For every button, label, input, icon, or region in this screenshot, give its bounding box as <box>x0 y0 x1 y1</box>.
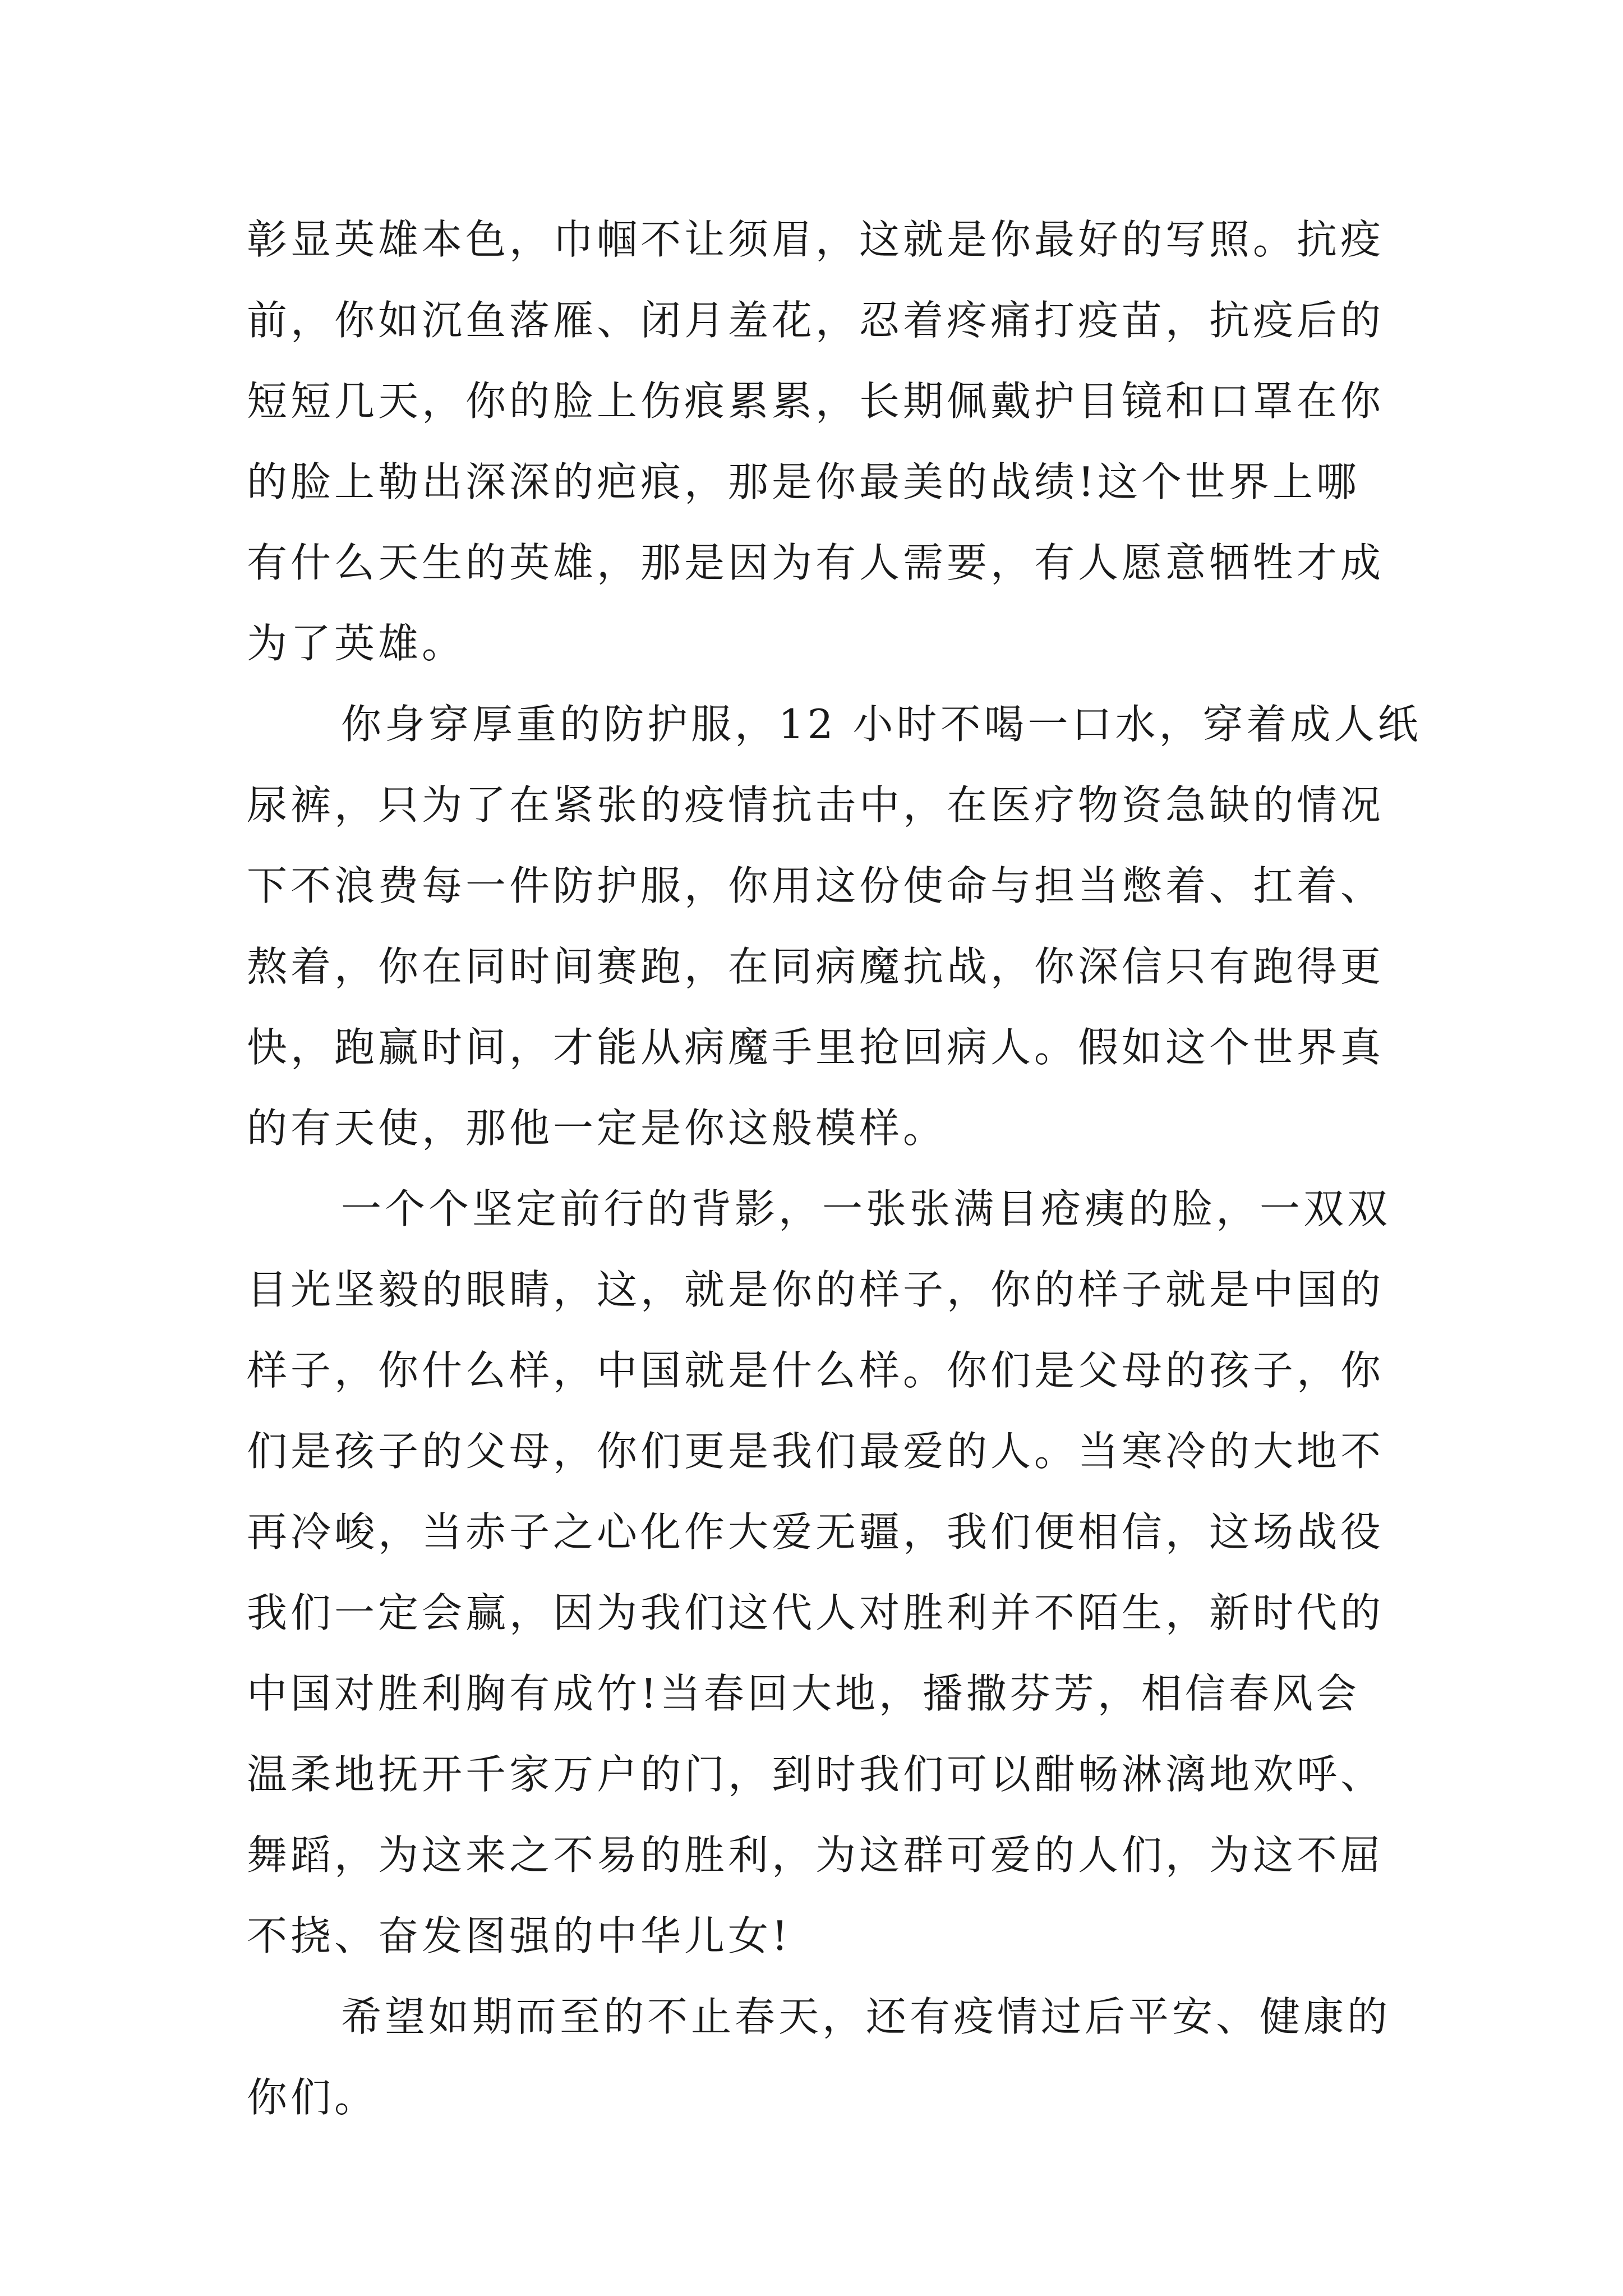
text-line: 熬着，你在同时间赛跑，在同病魔抗战，你深信只有跑得更 <box>247 943 1385 990</box>
text-line: 短短几天，你的脸上伤痕累累，长期佩戴护目镜和口罩在你 <box>247 378 1385 425</box>
text-line: 前，你如沉鱼落雁、闭月羞花，忍着疼痛打疫苗，抗疫后的 <box>247 297 1385 344</box>
text-line: 们是孩子的父母，你们更是我们最爱的人。当寒冷的大地不 <box>247 1428 1385 1475</box>
text-line: 有什么天生的英雄，那是因为有人需要，有人愿意牺牲才成 <box>247 539 1385 586</box>
text-line: 不挠、奋发图强的中华儿女! <box>247 1912 791 1959</box>
text-line: 下不浪费每一件防护服，你用这份使命与担当憋着、扛着、 <box>247 862 1385 909</box>
paragraph-4 <box>247 1976 1391 2138</box>
text-line: 尿裤，只为了在紧张的疫情抗击中，在医疗物资急缺的情况 <box>247 781 1385 829</box>
text-line: 你们。 <box>247 2074 379 2121</box>
paragraph-2 <box>247 684 1422 1168</box>
text-line: 的有天使，那他一定是你这般模样。 <box>247 1105 947 1152</box>
text-line: 为了英雄。 <box>247 620 466 667</box>
text-line: 的脸上勒出深深的疤痕，那是你最美的战绩!这个世界上哪 <box>247 458 1360 505</box>
text-line: 再冷峻，当赤子之心化作大爱无疆，我们便相信，这场战役 <box>247 1508 1385 1556</box>
text-line: 舞蹈，为这来之不易的胜利，为这群可爱的人们，为这不屈 <box>247 1832 1385 1879</box>
paragraph-1 <box>247 199 1391 684</box>
text-line: 中国对胜利胸有成竹!当春回大地，播撒芬芳，相信春风会 <box>247 1670 1360 1717</box>
paragraph-3 <box>247 1168 1391 1976</box>
text-line: 你身穿厚重的防护服，12 小时不喝一口水，穿着成人纸 <box>341 701 1422 748</box>
text-line: 温柔地抚开千家万户的门，到时我们可以酣畅淋漓地欢呼、 <box>247 1751 1385 1798</box>
text-line: 我们一定会赢，因为我们这代人对胜利并不陌生，新时代的 <box>247 1589 1385 1636</box>
text-line: 目光坚毅的眼睛，这，就是你的样子，你的样子就是中国的 <box>247 1266 1385 1313</box>
text-line: 希望如期而至的不止春天，还有疫情过后平安、健康的 <box>341 1993 1391 2040</box>
text-line: 一个个坚定前行的背影，一张张满目疮痍的脸，一双双 <box>341 1185 1391 1232</box>
text-line: 彰显英雄本色，巾帼不让须眉，这就是你最好的写照。抗疫 <box>247 216 1385 263</box>
text-line: 样子，你什么样，中国就是什么样。你们是父母的孩子，你 <box>247 1347 1385 1394</box>
document-body <box>247 199 1422 2138</box>
text-line: 快，跑赢时间，才能从病魔手里抢回病人。假如这个世界真 <box>247 1024 1385 1071</box>
